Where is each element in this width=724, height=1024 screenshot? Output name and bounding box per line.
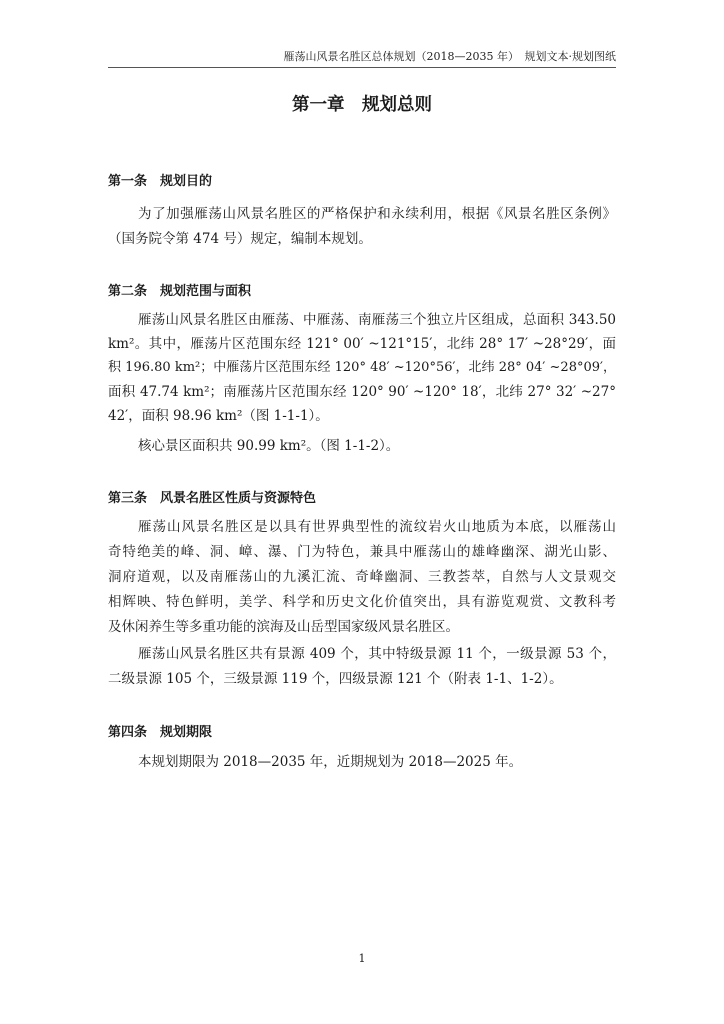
article-3-line-5: 及休闲养生等多重功能的滨海及山岳型国家级风景名胜区。: [108, 619, 459, 635]
article-heading-4: 第四条 规划期限: [108, 725, 213, 740]
article-2-line-3: 积 196.80 km²；中雁荡片区范围东经 120° 48′ ~120°56′，北纬 28° 04′ ~28°09′，: [108, 360, 616, 375]
article-3-line-7: 二级景源 105 个，三级景源 119 个，四级景源 121 个（附表 1-1、1-2）。: [108, 671, 563, 687]
article-2-line-1: 雁荡山风景名胜区由雁荡、中雁荡、南雁荡三个独立片区组成，总面积 343.50: [138, 312, 616, 328]
article-2-line-5: 42′，面积 98.96 km²（图 1-1-1）。: [108, 408, 329, 424]
header-rule: [108, 67, 616, 68]
article-3-line-4: 相辉映、特色鲜明，美学、科学和历史文化价值突出，具有游览观赏、文教科考: [108, 594, 616, 610]
running-header: 雁荡山风景名胜区总体规划（2018—2035 年） 规划文本·规划图纸: [283, 50, 616, 63]
article-2-line-4: 面积 47.74 km²；南雁荡片区范围东经 120° 90′ ~120° 18′，北纬 27° 32′ ~27°: [108, 384, 616, 400]
article-heading-2: 第二条 规划范围与面积: [108, 284, 252, 299]
chapter-title: 第一章 规划总则: [292, 95, 432, 115]
page-number: 1: [358, 952, 366, 965]
article-heading-1: 第一条 规划目的: [108, 174, 213, 189]
article-3-line-3: 洞府道观，以及南雁荡山的九溪汇流、奇峰幽洞、三教荟萃，自然与人文景观交: [108, 569, 616, 585]
article-1-line-1: 为了加强雁荡山风景名胜区的严格保护和永续利用，根据《风景名胜区条例》: [138, 206, 616, 222]
article-heading-3: 第三条 风景名胜区性质与资源特色: [108, 491, 317, 506]
article-3-line-2: 奇特绝美的峰、洞、嶂、瀑、门为特色，兼具中雁荡山的雄峰幽深、湖光山影、: [108, 544, 616, 560]
article-1-line-2: （国务院令第 474 号）规定，编制本规划。: [108, 231, 372, 247]
article-3-line-6: 雁荡山风景名胜区共有景源 409 个，其中特级景源 11 个，一级景源 53 个，: [138, 646, 616, 662]
article-4-line-1: 本规划期限为 2018—2035 年，近期规划为 2018—2025 年。: [138, 754, 523, 770]
article-3-line-1: 雁荡山风景名胜区是以具有世界典型性的流纹岩火山地质为本底，以雁荡山: [138, 519, 616, 535]
article-2-line-2: km²。其中，雁荡片区范围东经 121° 00′ ~121°15′，北纬 28° 17′ ~28°29′，面: [108, 336, 616, 352]
article-2-line-6: 核心景区面积共 90.99 km²。（图 1-1-2）。: [138, 438, 400, 454]
